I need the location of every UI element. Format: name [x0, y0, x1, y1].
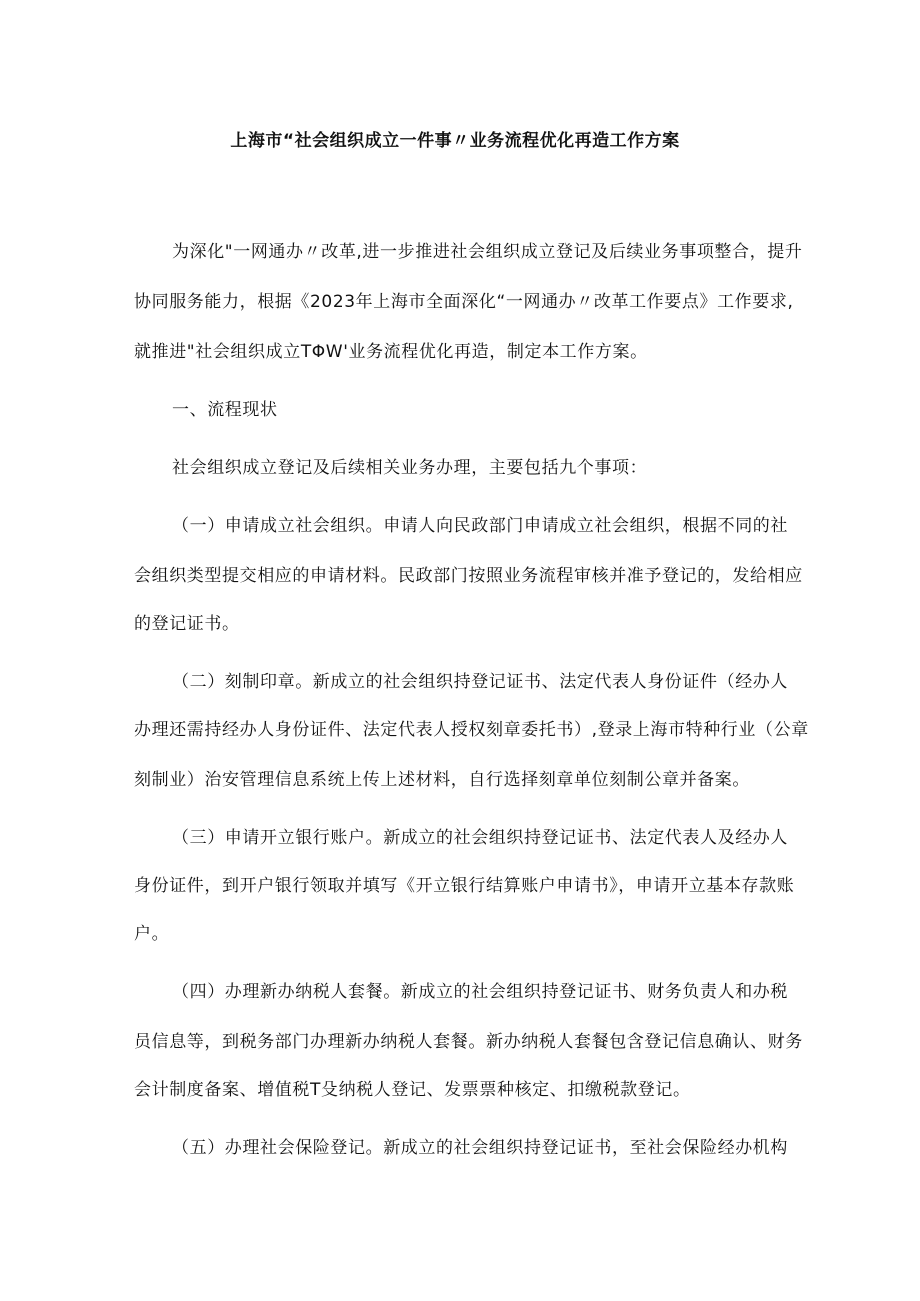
paragraph-line: 的登记证书。 [134, 614, 240, 634]
section-heading: 一、流程现状 [172, 400, 278, 420]
paragraph-line: 刻制业）治安管理信息系统上传上述材料，自行选择刻章单位刻制公章并备案。 [134, 770, 750, 790]
paragraph-line: （四）办理新办纳税人套餐。新成立的社会组织持登记证书、财务负责人和办税 [172, 982, 788, 1002]
paragraph-line: （二）刻制印章。新成立的社会组织持登记证书、法定代表人身份证件（经办人 [172, 672, 788, 692]
paragraph-line: 协同服务能力，根据《2023年上海市全面深化“一网通办〃改革工作要点》工作要求, [134, 292, 794, 312]
paragraph-line: 为深化"一网通办〃改革,进一步推进社会组织成立登记及后续业务事项整合，提升 [172, 242, 803, 262]
paragraph-line: （一）申请成立社会组织。申请人向民政部门申请成立社会组织，根据不同的社 [172, 516, 788, 536]
paragraph-line: 就推进"社会组织成立TΦW'业务流程优化再造，制定本工作方案。 [134, 342, 648, 362]
paragraph-line: 办理还需持经办人身份证件、法定代表人授权刻章委托书）,登录上海市特种行业（公章 [134, 720, 809, 740]
paragraph-line: 员信息等，到税务部门办理新办纳税人套餐。新办纳税人套餐包含登记信息确认、财务 [134, 1032, 803, 1052]
paragraph-line: （三）申请开立银行账户。新成立的社会组织持登记证书、法定代表人及经办人 [172, 828, 788, 848]
paragraph-line: 户。 [134, 924, 170, 944]
paragraph-line: 会计制度备案、增值税T殳纳税人登记、发票票种核定、扣缴税款登记。 [134, 1080, 691, 1100]
paragraph-line: （五）办理社会保险登记。新成立的社会组织持登记证书，至社会保险经办机构 [172, 1138, 788, 1158]
paragraph-line: 会组织类型提交相应的申请材料。民政部门按照业务流程审核并准予登记的，发给相应 [134, 566, 803, 586]
paragraph-line: 社会组织成立登记及后续相关业务办理，主要包括九个事项： [172, 458, 648, 478]
paragraph-line: 身份证件，到开户银行领取并填写《开立银行结算账户申请书》，申请开立基本存款账 [134, 876, 795, 896]
document-title: 上海市“社会组织成立一件事〃业务流程优化再造工作方案 [230, 131, 680, 151]
